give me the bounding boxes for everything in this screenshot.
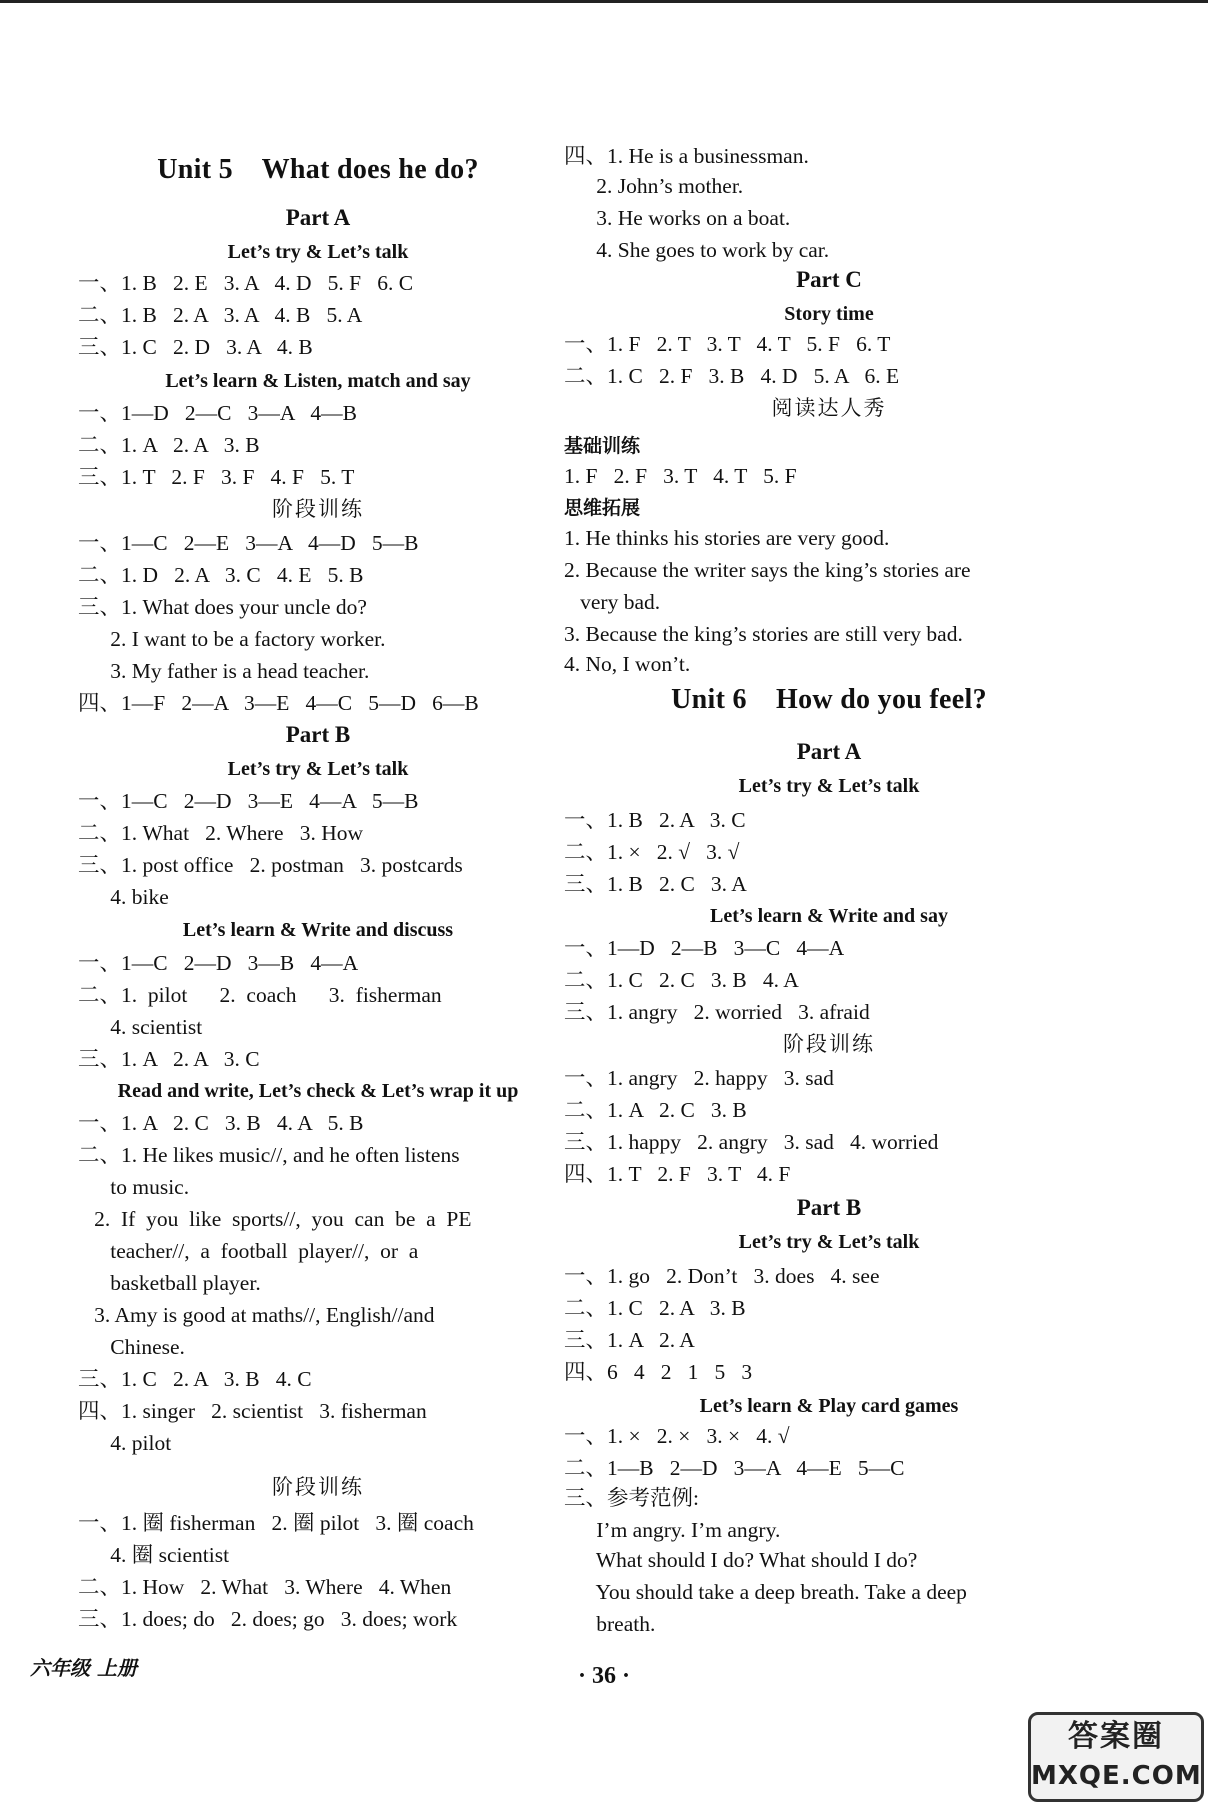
left-line-ans: 三、1. C 2. D 3. A 4. B [78, 335, 313, 359]
right-line-unit: Unit 6 How do you feel? [671, 684, 987, 715]
right-line-cn: 阅读达人秀 [771, 396, 887, 420]
right-line-ans: 二、1. A 2. C 3. B [564, 1098, 747, 1122]
right-line-part: Part B [796, 1195, 862, 1220]
left-line-sub: Let’s try & Let’s talk [227, 241, 409, 263]
left-line-sub: Let’s learn & Listen, match and say [165, 370, 471, 392]
right-line-ans: What should I do? What should I do? [564, 1548, 918, 1572]
left-line-cn: 阶段训练 [272, 1475, 364, 1499]
right-line-ans: very bad. [564, 590, 661, 614]
right-line-ans: breath. [564, 1612, 656, 1636]
right-line-ans: 一、1. F 2. T 3. T 4. T 5. F 6. T [564, 332, 891, 356]
right-line-part: Part A [796, 739, 862, 764]
right-line-ans: 二、1—B 2—D 3—A 4—E 5—C [564, 1456, 905, 1480]
left-line-ans: 三、1. T 2. F 3. F 4. F 5. T [78, 465, 355, 489]
left-line-ans: 四、1—F 2—A 3—E 4—C 5—D 6—B [78, 691, 479, 715]
right-line-ans: 4. She goes to work by car. [564, 238, 830, 262]
right-line-ans: I’m angry. I’m angry. [564, 1518, 781, 1542]
left-line-ans: 二、1. D 2. A 3. C 4. E 5. B [78, 563, 364, 587]
left-line-ans: 二、1. B 2. A 3. A 4. B 5. A [78, 303, 363, 327]
left-line-part: Part B [285, 722, 351, 747]
watermark-title: 答案圈 [1068, 1719, 1164, 1754]
left-line-ans: 4. scientist [78, 1015, 203, 1039]
right-line-ans: 1. He thinks his stories are very good. [564, 526, 890, 550]
left-line-ans: 二、1. How 2. What 3. Where 4. When [78, 1575, 452, 1599]
right-line-ans: 一、1. B 2. A 3. C [564, 808, 746, 832]
right-line-ans: 一、1. × 2. × 3. × 4. √ [564, 1424, 790, 1448]
left-line-ans: 一、1. B 2. E 3. A 4. D 5. F 6. C [78, 271, 414, 295]
right-line-ans: 三、参考范例: [564, 1486, 699, 1510]
right-line-ans: 一、1. angry 2. happy 3. sad [564, 1066, 834, 1090]
left-line-ans: 2. If you like sports//, you can be a PE [78, 1207, 472, 1231]
left-line-ans: 一、1—C 2—E 3—A 4—D 5—B [78, 531, 419, 555]
grade-label: 六年级 上册 [30, 1656, 137, 1680]
left-line-ans: 三、1. does; do 2. does; go 3. does; work [78, 1607, 458, 1631]
left-line-ans: 一、1—C 2—D 3—E 4—A 5—B [78, 789, 419, 813]
left-line-ans: 3. Amy is good at maths//, English//and [78, 1303, 435, 1327]
left-line-cn: 阶段训练 [272, 497, 364, 521]
right-line-ans: 三、1. B 2. C 3. A [564, 872, 747, 896]
left-line-ans: 一、1. A 2. C 3. B 4. A 5. B [78, 1111, 364, 1135]
top-border [0, 0, 1208, 3]
left-line-ans: 四、1. singer 2. scientist 3. fisherman [78, 1399, 427, 1423]
left-line-ans: 4. pilot [78, 1431, 172, 1455]
right-line-sub: Story time [784, 303, 874, 325]
right-line-ans: 二、1. C 2. F 3. B 4. D 5. A 6. E [564, 364, 900, 388]
left-line-ans: 3. My father is a head teacher. [78, 659, 370, 683]
right-line-sub: Let’s try & Let’s talk [738, 1231, 920, 1253]
right-line-ans: 3. He works on a boat. [564, 206, 791, 230]
left-line-ans: basketball player. [78, 1271, 261, 1295]
right-line-sub: Let’s try & Let’s talk [738, 775, 920, 797]
right-line-ans: 4. No, I won’t. [564, 652, 691, 676]
right-line-ans: 2. John’s mother. [564, 174, 744, 198]
watermark-url: MXQE.COM [1031, 1761, 1202, 1791]
left-line-ans: 二、1. A 2. A 3. B [78, 433, 260, 457]
left-line-ans: 二、1. What 2. Where 3. How [78, 821, 364, 845]
left-line-ans: teacher//, a football player//, or a [78, 1239, 419, 1263]
right-line-ans: 三、1. happy 2. angry 3. sad 4. worried [564, 1130, 939, 1154]
left-line-ans: 2. I want to be a factory worker. [78, 627, 386, 651]
right-line-cn: 阶段训练 [783, 1032, 875, 1056]
right-line-ans: 四、1. T 2. F 3. T 4. F [564, 1162, 791, 1186]
right-line-sub: Let’s learn & Write and say [710, 905, 948, 927]
right-line-ans: 二、1. × 2. √ 3. √ [564, 840, 740, 864]
right-line-sub: Let’s learn & Play card games [699, 1395, 959, 1417]
left-line-ans: 三、1. What does your uncle do? [78, 595, 367, 619]
right-line-ans: 2. Because the writer says the king’s stories are [564, 558, 971, 582]
left-line-sub: Let’s learn & Write and discuss [182, 919, 454, 941]
left-line-ans: 三、1. A 2. A 3. C [78, 1047, 260, 1071]
left-line-ans: Chinese. [78, 1335, 185, 1359]
right-line-ans: 一、1—D 2—B 3—C 4—A [564, 936, 845, 960]
left-line-ans: 二、1. pilot 2. coach 3. fisherman [78, 983, 442, 1007]
right-line-ans: 四、6 4 2 1 5 3 [564, 1360, 753, 1384]
watermark-logo [1028, 1712, 1204, 1802]
left-line-ans: 一、1—D 2—C 3—A 4—B [78, 401, 357, 425]
right-line-ans: 三、1. angry 2. worried 3. afraid [564, 1000, 870, 1024]
right-line-ans: 四、1. He is a businessman. [564, 144, 809, 168]
right-line-ans: 二、1. C 2. A 3. B [564, 1296, 746, 1320]
right-line-ans: 三、1. A 2. A [564, 1328, 695, 1352]
right-line-ans: 一、1. go 2. Don’t 3. does 4. see [564, 1264, 880, 1288]
right-line-cnb: 思维拓展 [564, 497, 641, 519]
left-line-ans: 4. 圈 scientist [78, 1543, 230, 1567]
right-line-ans: 二、1. C 2. C 3. B 4. A [564, 968, 799, 992]
left-line-ans: 一、1. 圈 fisherman 2. 圈 pilot 3. 圈 coach [78, 1511, 474, 1535]
right-line-cnb: 基础训练 [564, 435, 641, 457]
page-number: · 36 · [577, 1663, 630, 1689]
left-line-ans: 三、1. C 2. A 3. B 4. C [78, 1367, 312, 1391]
left-line-ans: to music. [78, 1175, 190, 1199]
left-line-ans: 4. bike [78, 885, 169, 909]
right-line-ans: 1. F 2. F 3. T 4. T 5. F [564, 464, 797, 488]
left-line-sub: Read and write, Let’s check & Let’s wrap it up [117, 1080, 519, 1102]
left-line-unit: Unit 5 What does he do? [157, 154, 479, 185]
right-line-ans: You should take a deep breath. Take a deep [564, 1580, 967, 1604]
left-line-part: Part A [285, 205, 351, 230]
left-line-ans: 一、1—C 2—D 3—B 4—A [78, 951, 359, 975]
right-line-ans: 3. Because the king’s stories are still very bad. [564, 622, 963, 646]
left-line-ans: 三、1. post office 2. postman 3. postcards [78, 853, 463, 877]
left-line-sub: Let’s try & Let’s talk [227, 758, 409, 780]
right-line-part: Part C [796, 267, 862, 292]
left-line-ans: 二、1. He likes music//, and he often listens [78, 1143, 460, 1167]
